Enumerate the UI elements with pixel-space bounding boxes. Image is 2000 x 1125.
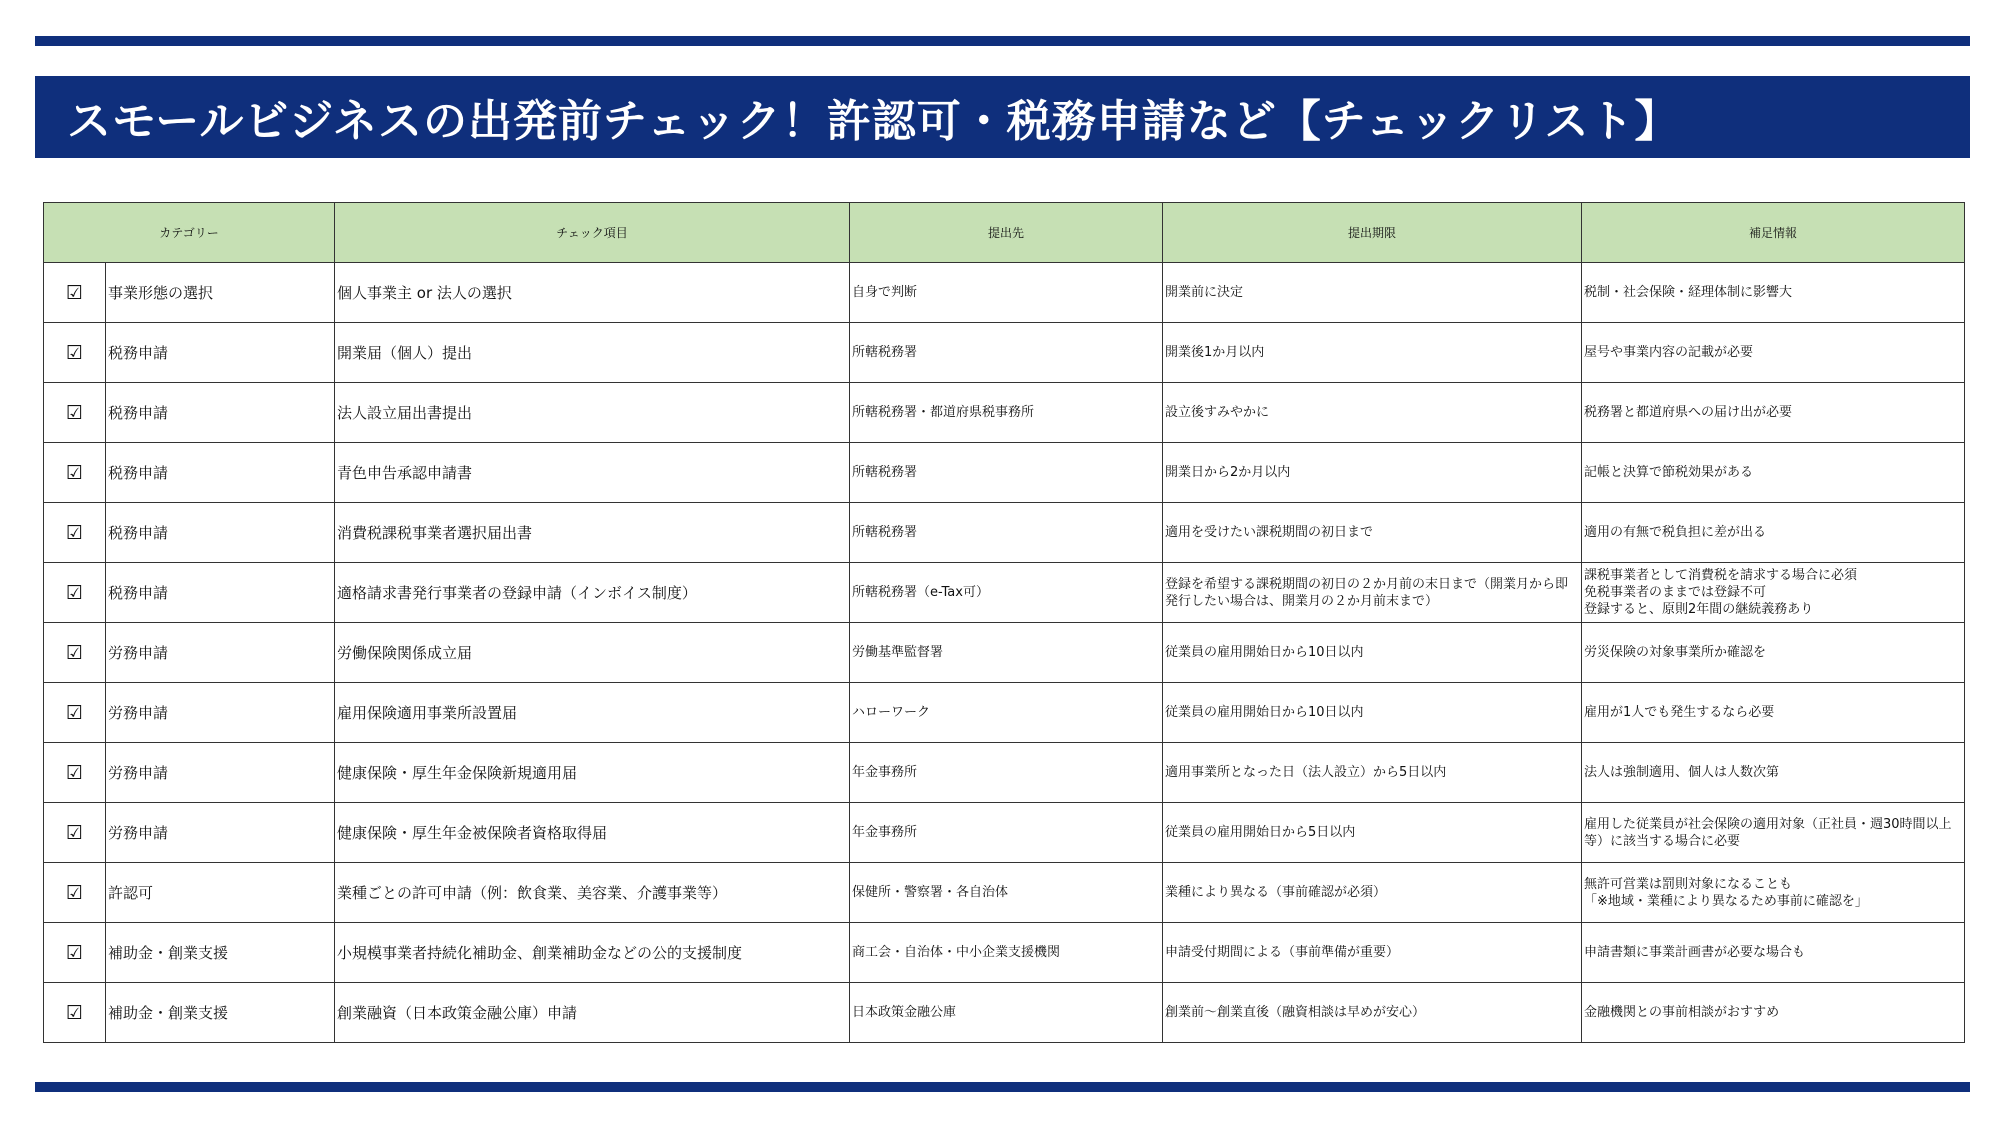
- checkbox-icon[interactable]: ☑: [44, 623, 106, 683]
- table-row: [44, 803, 1965, 863]
- bottom-accent-bar: [35, 1082, 1970, 1092]
- top-accent-bar: [35, 36, 1970, 46]
- row-category: 労務申請: [106, 623, 335, 683]
- row-deadline: 申請受付期間による（事前準備が重要）: [1163, 923, 1582, 983]
- note-line: 記帳と決算で節税効果がある: [1584, 465, 1754, 480]
- note-line: 税務署と都道府県への届け出が必要: [1584, 405, 1793, 420]
- page-title: スモールビジネスの出発前チェック！許認可・税務申請など【チェックリスト】: [67, 96, 1680, 147]
- note-line: 雇用が1人でも発生するなら必要: [1584, 705, 1775, 720]
- title-banner: [35, 76, 1970, 158]
- note-line: 無許可営業は罰則対象になることも: [1584, 876, 1793, 892]
- table-row: [44, 743, 1965, 803]
- row-deadline: 適用事業所となった日（法人設立）から5日以内: [1163, 743, 1582, 803]
- row-category: 税務申請: [106, 383, 335, 443]
- row-deadline: 登録を希望する課税期間の初日の２か月前の末日まで（開業月から即発行したい場合は、開業月の２か月前末まで）: [1163, 563, 1582, 623]
- row-category: 労務申請: [106, 803, 335, 863]
- row-submit-to: 自身で判断: [850, 263, 1163, 323]
- checkbox-icon[interactable]: ☑: [44, 743, 106, 803]
- row-check-item: 消費税課税事業者選択届出書: [335, 503, 850, 563]
- row-deadline: 適用を受けたい課税期間の初日まで: [1163, 503, 1582, 563]
- checkbox-icon[interactable]: ☑: [44, 323, 106, 383]
- row-notes: [1582, 683, 1965, 743]
- row-category: 補助金・創業支援: [106, 923, 335, 983]
- row-notes: [1582, 623, 1965, 683]
- row-notes: [1582, 563, 1965, 623]
- row-submit-to: 所轄税務署・都道府県税事務所: [850, 383, 1163, 443]
- row-submit-to: ハローワーク: [850, 683, 1163, 743]
- checkbox-icon[interactable]: ☑: [44, 803, 106, 863]
- row-submit-to: 年金事務所: [850, 803, 1163, 863]
- header-submit-to: 提出先: [850, 203, 1163, 263]
- note-line: 「※地域・業種により異なるため事前に確認を」: [1584, 893, 1868, 909]
- row-check-item: 創業融資（日本政策金融公庫）申請: [335, 983, 850, 1043]
- row-check-item: 雇用保険適用事業所設置届: [335, 683, 850, 743]
- row-notes: [1582, 503, 1965, 563]
- table-row: [44, 503, 1965, 563]
- table-row: [44, 563, 1965, 623]
- row-notes: [1582, 803, 1965, 863]
- row-category: 税務申請: [106, 563, 335, 623]
- table-row: [44, 863, 1965, 923]
- note-line: 屋号や事業内容の記載が必要: [1584, 345, 1754, 360]
- table-row: [44, 623, 1965, 683]
- checkbox-icon[interactable]: ☑: [44, 383, 106, 443]
- table-row: [44, 263, 1965, 323]
- note-line: 雇用した従業員が社会保険の適用対象（正社員・週30時間以上等）に該当する場合に必要: [1584, 816, 1952, 849]
- table-row: [44, 443, 1965, 503]
- row-category: 補助金・創業支援: [106, 983, 335, 1043]
- checkbox-icon[interactable]: ☑: [44, 263, 106, 323]
- row-notes: [1582, 863, 1965, 923]
- row-submit-to: 所轄税務署: [850, 443, 1163, 503]
- note-line: 免税事業者のままでは登録不可: [1584, 585, 1767, 600]
- row-check-item: 青色申告承認申請書: [335, 443, 850, 503]
- note-line: 法人は強制適用、個人は人数次第: [1584, 765, 1780, 780]
- header-notes: 補足情報: [1582, 203, 1965, 263]
- table-header-row: [44, 203, 1965, 263]
- header-deadline: 提出期限: [1163, 203, 1582, 263]
- note-line: 労災保険の対象事業所か確認を: [1584, 645, 1767, 660]
- row-check-item: 小規模事業者持続化補助金、創業補助金などの公的支援制度: [335, 923, 850, 983]
- table-row: [44, 323, 1965, 383]
- row-submit-to: 保健所・警察署・各自治体: [850, 863, 1163, 923]
- row-deadline: 従業員の雇用開始日から5日以内: [1163, 803, 1582, 863]
- table-row: [44, 683, 1965, 743]
- checkbox-icon[interactable]: ☑: [44, 923, 106, 983]
- row-category: 税務申請: [106, 323, 335, 383]
- checklist-table: [43, 202, 1965, 1043]
- row-deadline: 従業員の雇用開始日から10日以内: [1163, 683, 1582, 743]
- row-check-item: 健康保険・厚生年金保険新規適用届: [335, 743, 850, 803]
- row-submit-to: 労働基準監督署: [850, 623, 1163, 683]
- row-notes: [1582, 443, 1965, 503]
- row-deadline: 開業後1か月以内: [1163, 323, 1582, 383]
- row-category: 許認可: [106, 863, 335, 923]
- row-deadline: 開業前に決定: [1163, 263, 1582, 323]
- row-check-item: 開業届（個人）提出: [335, 323, 850, 383]
- header-item: チェック項目: [335, 203, 850, 263]
- checkbox-icon[interactable]: ☑: [44, 563, 106, 623]
- row-submit-to: 日本政策金融公庫: [850, 983, 1163, 1043]
- row-deadline: 創業前〜創業直後（融資相談は早めが安心）: [1163, 983, 1582, 1043]
- row-check-item: 労働保険関係成立届: [335, 623, 850, 683]
- row-check-item: 適格請求書発行事業者の登録申請（インボイス制度）: [335, 563, 850, 623]
- note-line: 登録すると、原則2年間の継続義務あり: [1584, 602, 1814, 617]
- row-notes: [1582, 743, 1965, 803]
- row-submit-to: 所轄税務署: [850, 323, 1163, 383]
- row-submit-to: 所轄税務署（e-Tax可）: [850, 563, 1163, 623]
- row-check-item: 法人設立届出書提出: [335, 383, 850, 443]
- row-check-item: 健康保険・厚生年金被保険者資格取得届: [335, 803, 850, 863]
- table-row: [44, 983, 1965, 1043]
- row-submit-to: 年金事務所: [850, 743, 1163, 803]
- checkbox-icon[interactable]: ☑: [44, 983, 106, 1043]
- row-deadline: 設立後すみやかに: [1163, 383, 1582, 443]
- note-line: 申請書類に事業計画書が必要な場合も: [1584, 945, 1806, 960]
- row-deadline: 業種により異なる（事前確認が必須）: [1163, 863, 1582, 923]
- checkbox-icon[interactable]: ☑: [44, 683, 106, 743]
- row-category: 労務申請: [106, 683, 335, 743]
- table-row: [44, 923, 1965, 983]
- table-body: [44, 263, 1965, 1043]
- row-category: 労務申請: [106, 743, 335, 803]
- note-line: 適用の有無で税負担に差が出る: [1584, 525, 1767, 540]
- row-notes: [1582, 263, 1965, 323]
- row-category: 税務申請: [106, 443, 335, 503]
- row-notes: [1582, 923, 1965, 983]
- note-line: 金融機関との事前相談がおすすめ: [1584, 1005, 1780, 1020]
- row-deadline: 開業日から2か月以内: [1163, 443, 1582, 503]
- header-category: カテゴリー: [44, 203, 335, 263]
- checkbox-icon[interactable]: ☑: [44, 443, 106, 503]
- row-category: 税務申請: [106, 503, 335, 563]
- row-check-item: 個人事業主 or 法人の選択: [335, 263, 850, 323]
- note-line: 課税事業者として消費税を請求する場合に必須: [1584, 568, 1858, 583]
- note-line: 税制・社会保険・経理体制に影響大: [1584, 285, 1793, 300]
- row-category: 事業形態の選択: [106, 263, 335, 323]
- checkbox-icon[interactable]: ☑: [44, 863, 106, 923]
- row-submit-to: 商工会・自治体・中小企業支援機関: [850, 923, 1163, 983]
- row-notes: [1582, 983, 1965, 1043]
- row-submit-to: 所轄税務署: [850, 503, 1163, 563]
- row-notes: [1582, 323, 1965, 383]
- row-check-item: 業種ごとの許可申請（例：飲食業、美容業、介護事業等）: [335, 863, 850, 923]
- row-notes: [1582, 383, 1965, 443]
- row-deadline: 従業員の雇用開始日から10日以内: [1163, 623, 1582, 683]
- table-row: [44, 383, 1965, 443]
- checkbox-icon[interactable]: ☑: [44, 503, 106, 563]
